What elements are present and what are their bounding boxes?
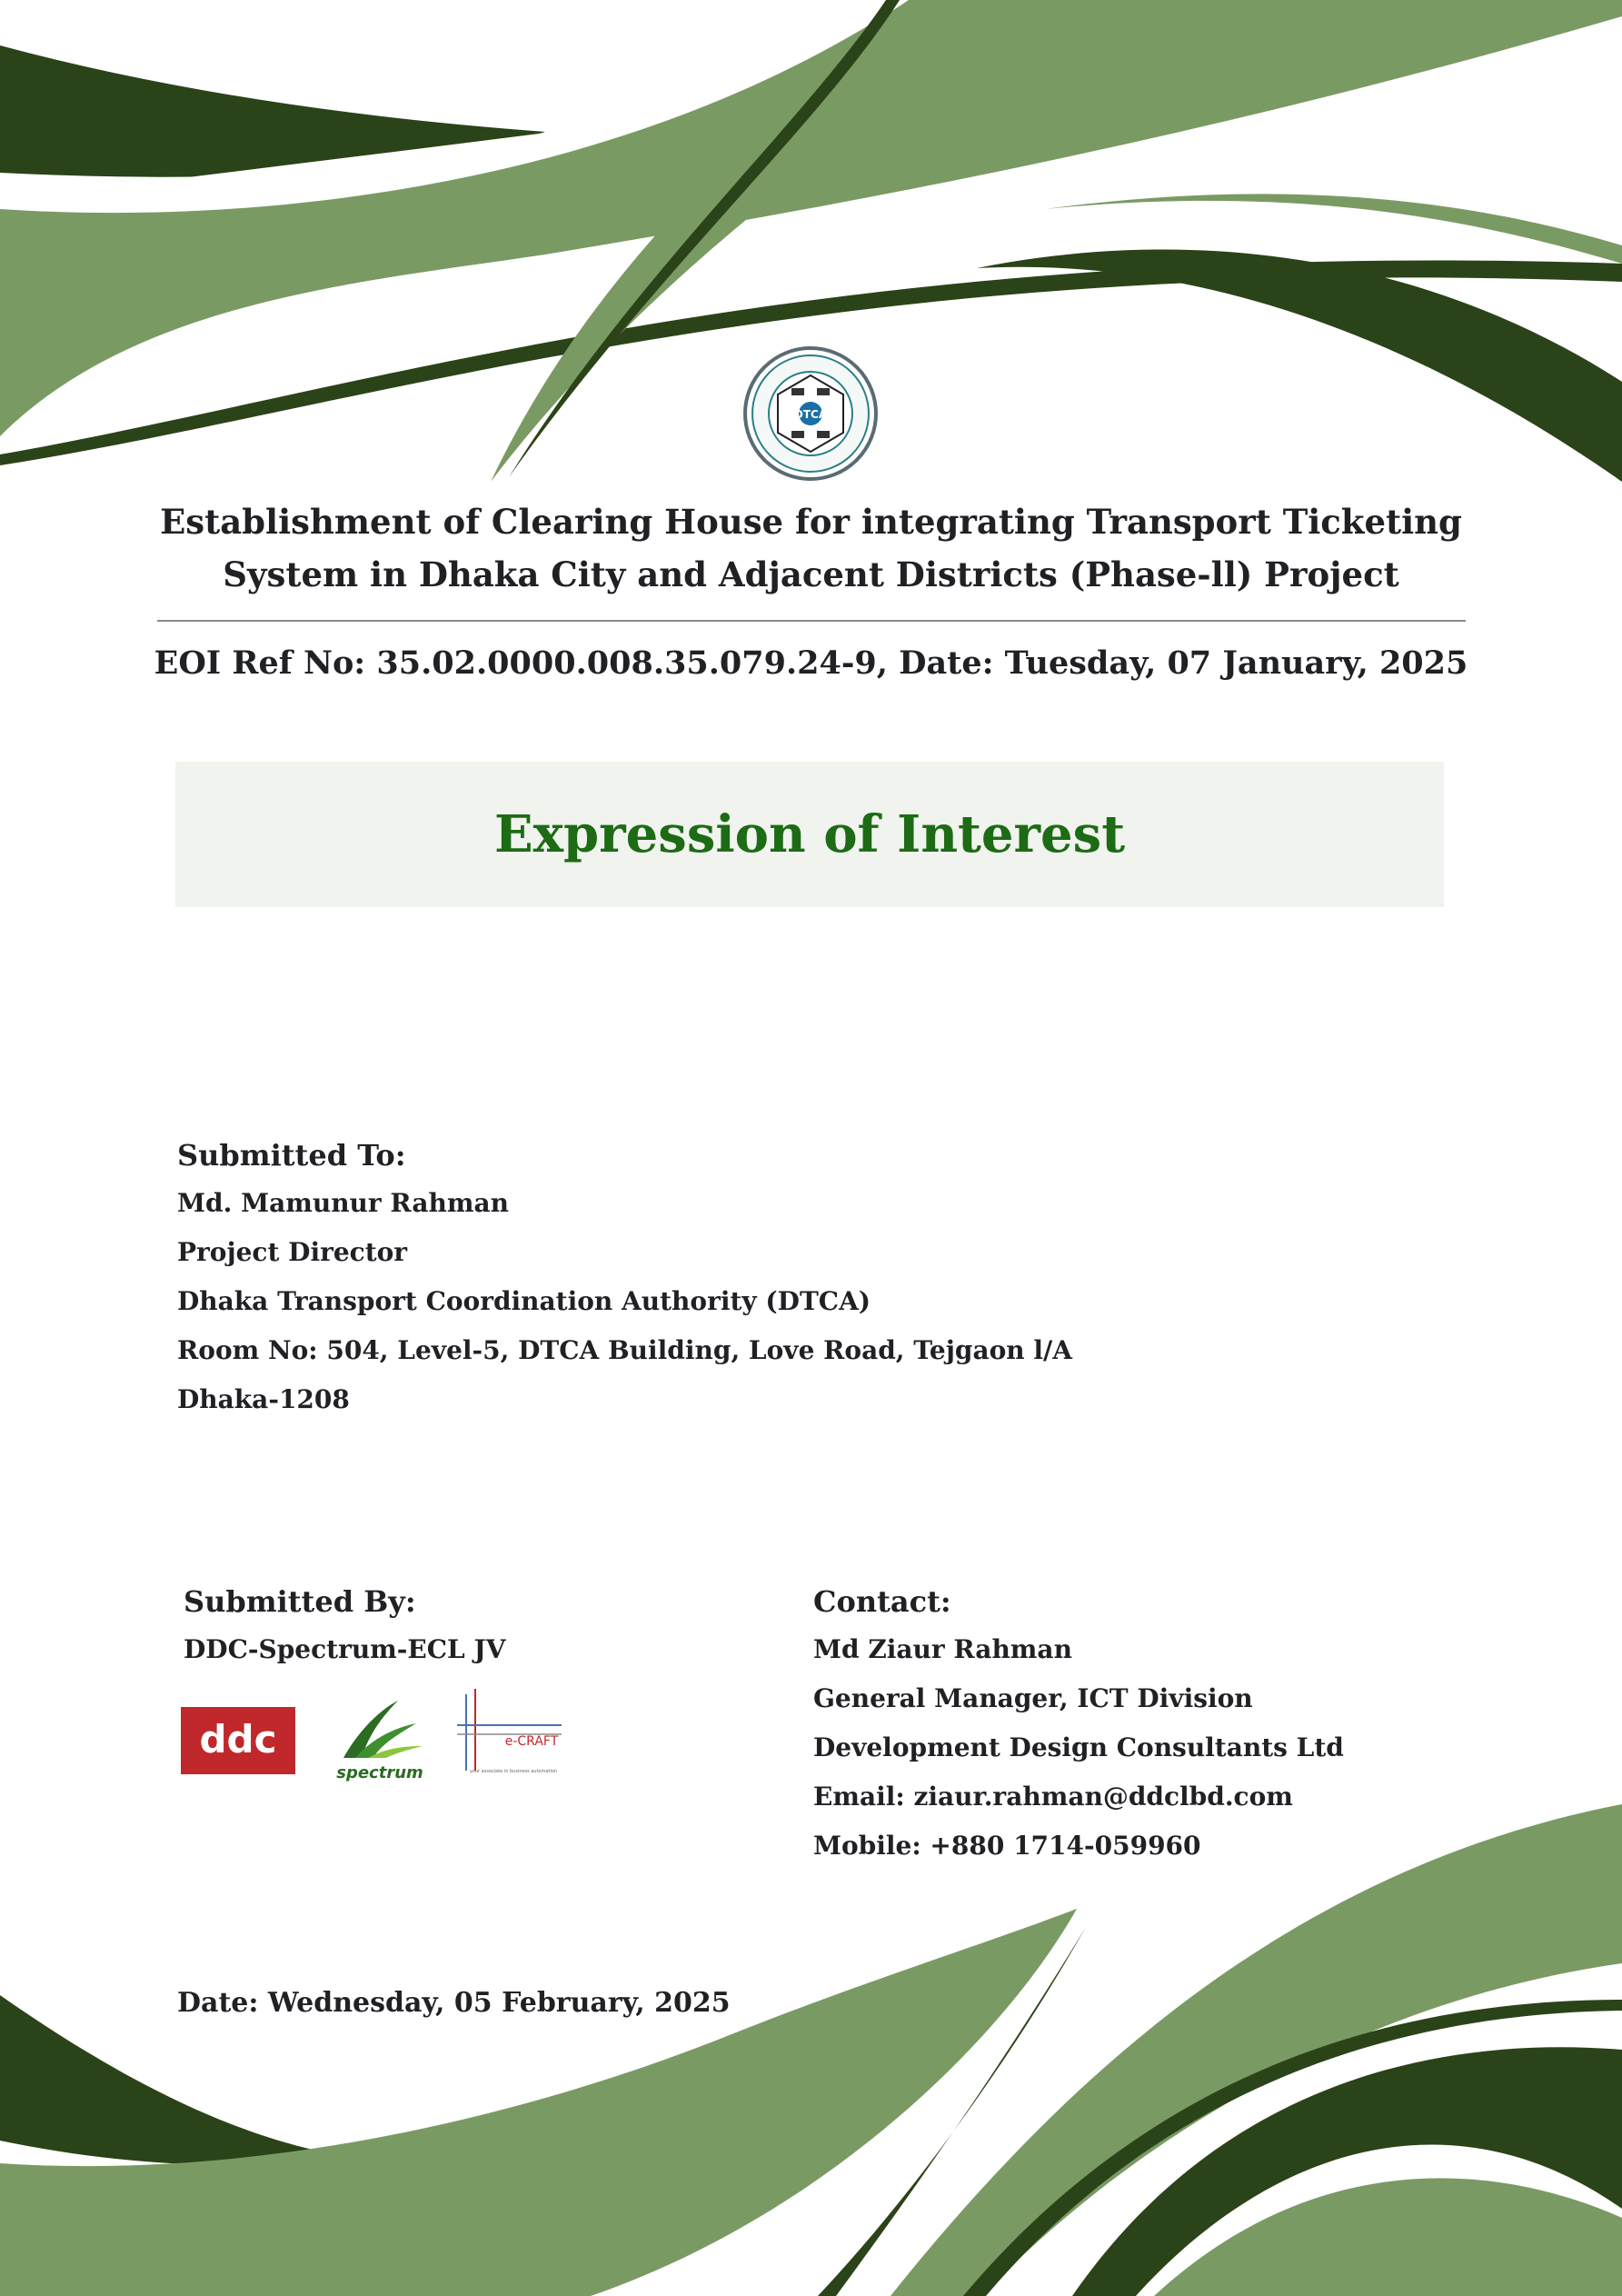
- contact-organization: Development Design Consultants Ltd: [813, 1732, 1344, 1762]
- submission-date: Date: Wednesday, 05 February, 2025: [177, 1987, 731, 2019]
- recipient-name: Md. Mamunur Rahman: [177, 1188, 509, 1218]
- document-type-title: Expression of Interest: [493, 804, 1126, 864]
- ecraft-logo: [457, 1687, 571, 1778]
- contact-heading: Contact:: [813, 1584, 951, 1619]
- submitted-by-heading: Submitted By:: [184, 1584, 416, 1619]
- recipient-city: Dhaka-1208: [177, 1384, 350, 1414]
- recipient-designation: Project Director: [177, 1237, 408, 1267]
- contact-mobile: Mobile: +880 1714-059960: [813, 1831, 1201, 1861]
- project-title-line2: System in Dhaka City and Adjacent Districts (Phase-ll) Project: [223, 554, 1399, 594]
- ddc-logo-text: ddc: [199, 1717, 277, 1762]
- spectrum-logo: [330, 1696, 430, 1782]
- ecraft-logo-text: e-CRAFT: [504, 1734, 559, 1749]
- eoi-reference: EOI Ref No: 35.02.0000.008.35.079.24-9, Date: Tuesday, 07 January, 2025: [154, 644, 1468, 682]
- submitter-name: DDC-Spectrum-ECL JV: [184, 1634, 506, 1664]
- submitted-to-heading: Submitted To:: [177, 1138, 406, 1173]
- ecraft-tagline: your associate in business automation: [469, 1769, 558, 1774]
- contact-email: Email: ziaur.rahman@ddclbd.com: [813, 1782, 1293, 1812]
- dtca-logo-text: DTCA: [793, 408, 828, 421]
- submitted-by-block: [184, 1578, 729, 1674]
- contact-designation: General Manager, ICT Division: [813, 1683, 1253, 1713]
- project-title-line1: Establishment of Clearing House for integrating Transport Ticketing: [160, 502, 1462, 542]
- spectrum-logo-text: spectrum: [336, 1763, 423, 1782]
- recipient-organization: Dhaka Transport Coordination Authority (DTCA): [177, 1286, 871, 1316]
- title-divider: [157, 620, 1466, 622]
- project-title: [82, 495, 1540, 601]
- submitted-to-block: [177, 1132, 1268, 1424]
- dtca-logo: [742, 345, 879, 482]
- recipient-address: Room No: 504, Level-5, DTCA Building, Love Road, Tejgaon l/A: [177, 1335, 1072, 1365]
- contact-name: Md Ziaur Rahman: [813, 1634, 1072, 1664]
- contact-block: [813, 1578, 1540, 1871]
- document-banner: [175, 762, 1444, 907]
- ddc-logo: [181, 1707, 295, 1774]
